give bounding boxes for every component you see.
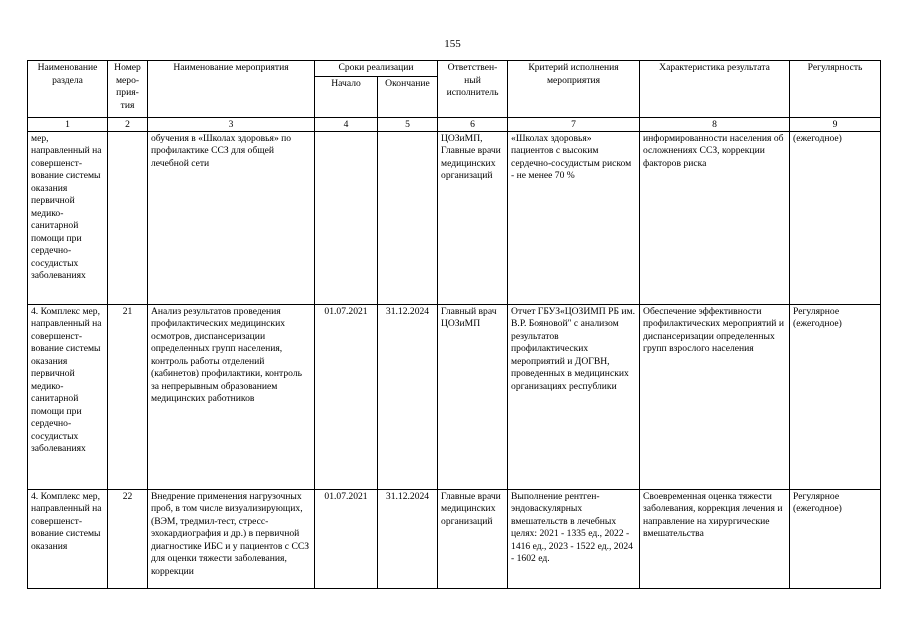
column-number: 3: [148, 117, 315, 131]
column-number: 9: [790, 117, 881, 131]
cell-criterion: «Школах здоровья» пациентов с высоким сердечно-сосудистым риском - не менее 70 %: [508, 131, 640, 304]
cell-start: 01.07.2021: [315, 304, 378, 489]
cell-result: [640, 489, 790, 588]
column-number: 7: [508, 117, 640, 131]
column-number: 8: [640, 117, 790, 131]
cell-result: информированности населения об осложнениях ССЗ, коррекции факторов риска: [640, 131, 790, 304]
header-result: Характеристика результата: [640, 61, 790, 118]
header-section: Наименование раздела: [28, 61, 108, 118]
column-number: 4: [315, 117, 378, 131]
cell-section: мер, направленный на совершенст-вование системы оказания первичной медико-санитарной помощи при сердечно-сосудистых заболеваниях: [28, 131, 108, 304]
cell-start: [315, 489, 378, 588]
header-regularity: Регулярность: [790, 61, 881, 118]
column-number: 6: [438, 117, 508, 131]
header-event: Наименование мероприятия: [148, 61, 315, 118]
cell-executor: [438, 489, 508, 588]
cell-regularity: (ежегодное): [790, 131, 881, 304]
table-header-row: [28, 61, 881, 77]
cell-event: обучения в «Школах здоровья» по профилактике ССЗ для общей лечебной сети: [148, 131, 315, 304]
header-start: Начало: [315, 76, 378, 117]
column-number: 1: [28, 117, 108, 131]
cell-text: Выполнение рентген-эндоваскулярных вмешательств в лечебных целях: 2021 - 1335 ед., 2022 - 1416 ед., 2023 - 1522 ед., 2024 - 1602 ед.: [511, 490, 633, 564]
header-criterion: Критерий исполнения мероприятия: [508, 61, 640, 118]
cell-text: 22: [122, 490, 133, 502]
cell-text: 4. Комплекс мер, направленный на совершенст-вование системы оказания: [31, 490, 102, 552]
cell-text: Своевременная оценка тяжести заболевания, коррекция лечения и направление на хирургические вмешательства: [643, 490, 783, 539]
cell-start: [315, 131, 378, 304]
cell-event: Анализ результатов проведения профилактических медицинских осмотров, диспансеризации определенных групп населения, контроль работы отделений (кабинетов) профилактики, контроль за непрерывным образованием медицинских работников: [148, 304, 315, 489]
column-number: 2: [108, 117, 148, 131]
cell-executor: Главный врач ЦОЗиМП: [438, 304, 508, 489]
header-terms: Сроки реализации: [315, 61, 438, 77]
cell-text: Регулярное (ежегодное): [793, 490, 842, 514]
table-row: [28, 304, 881, 489]
cell-text: Главные врачи медицинских организаций: [441, 490, 501, 527]
cell-text: 31.12.2024: [385, 490, 430, 502]
cell-regularity: Регулярное (ежегодное): [790, 304, 881, 489]
cell-end: [378, 489, 438, 588]
cell-text: Внедрение применения нагрузочных проб, в том числе визуализирующих, (ВЭМ, тредмил-тест, стресс-эхокардиография и др.) в первичной диагностике ИБС и у пациентов с ССЗ для оценки тяжести заболевания, коррекции: [151, 490, 310, 577]
cell-criterion: Отчет ГБУЗ«ЦОЗИМП РБ им. В.Р. Бояновой" с анализом результатов профилактических мероприятий и ДОГВН, проведенных в медицинских организациях республики: [508, 304, 640, 489]
cell-number: 21: [108, 304, 148, 489]
cell-text: 01.07.2021: [324, 490, 368, 502]
column-numbers-row: [28, 117, 881, 131]
cell-end: 31.12.2024: [378, 304, 438, 489]
cell-regularity: [790, 489, 881, 588]
cell-section: 4. Комплекс мер, направленный на совершенст-вование системы оказания первичной медико-санитарной помощи при сердечно-сосудистых заболеваниях: [28, 304, 108, 489]
cell-number: [108, 489, 148, 588]
cell-event: [148, 489, 315, 588]
header-executor: Ответствен-ный исполнитель: [438, 61, 508, 118]
cell-section: [28, 489, 108, 588]
cell-number: [108, 131, 148, 304]
cell-criterion: [508, 489, 640, 588]
cell-executor: ЦОЗиМП, Главные врачи медицинских организаций: [438, 131, 508, 304]
column-number: 5: [378, 117, 438, 131]
header-end: Окончание: [378, 76, 438, 117]
cell-result: Обеспечение эффективности профилактических мероприятий и диспансеризации определенных групп взрослого населения: [640, 304, 790, 489]
page-number: 155: [444, 38, 461, 50]
table-row: [28, 489, 881, 588]
cell-end: [378, 131, 438, 304]
table-row: [28, 131, 881, 304]
events-table: [27, 60, 881, 589]
header-number: Номер меро-прия-тия: [108, 61, 148, 118]
